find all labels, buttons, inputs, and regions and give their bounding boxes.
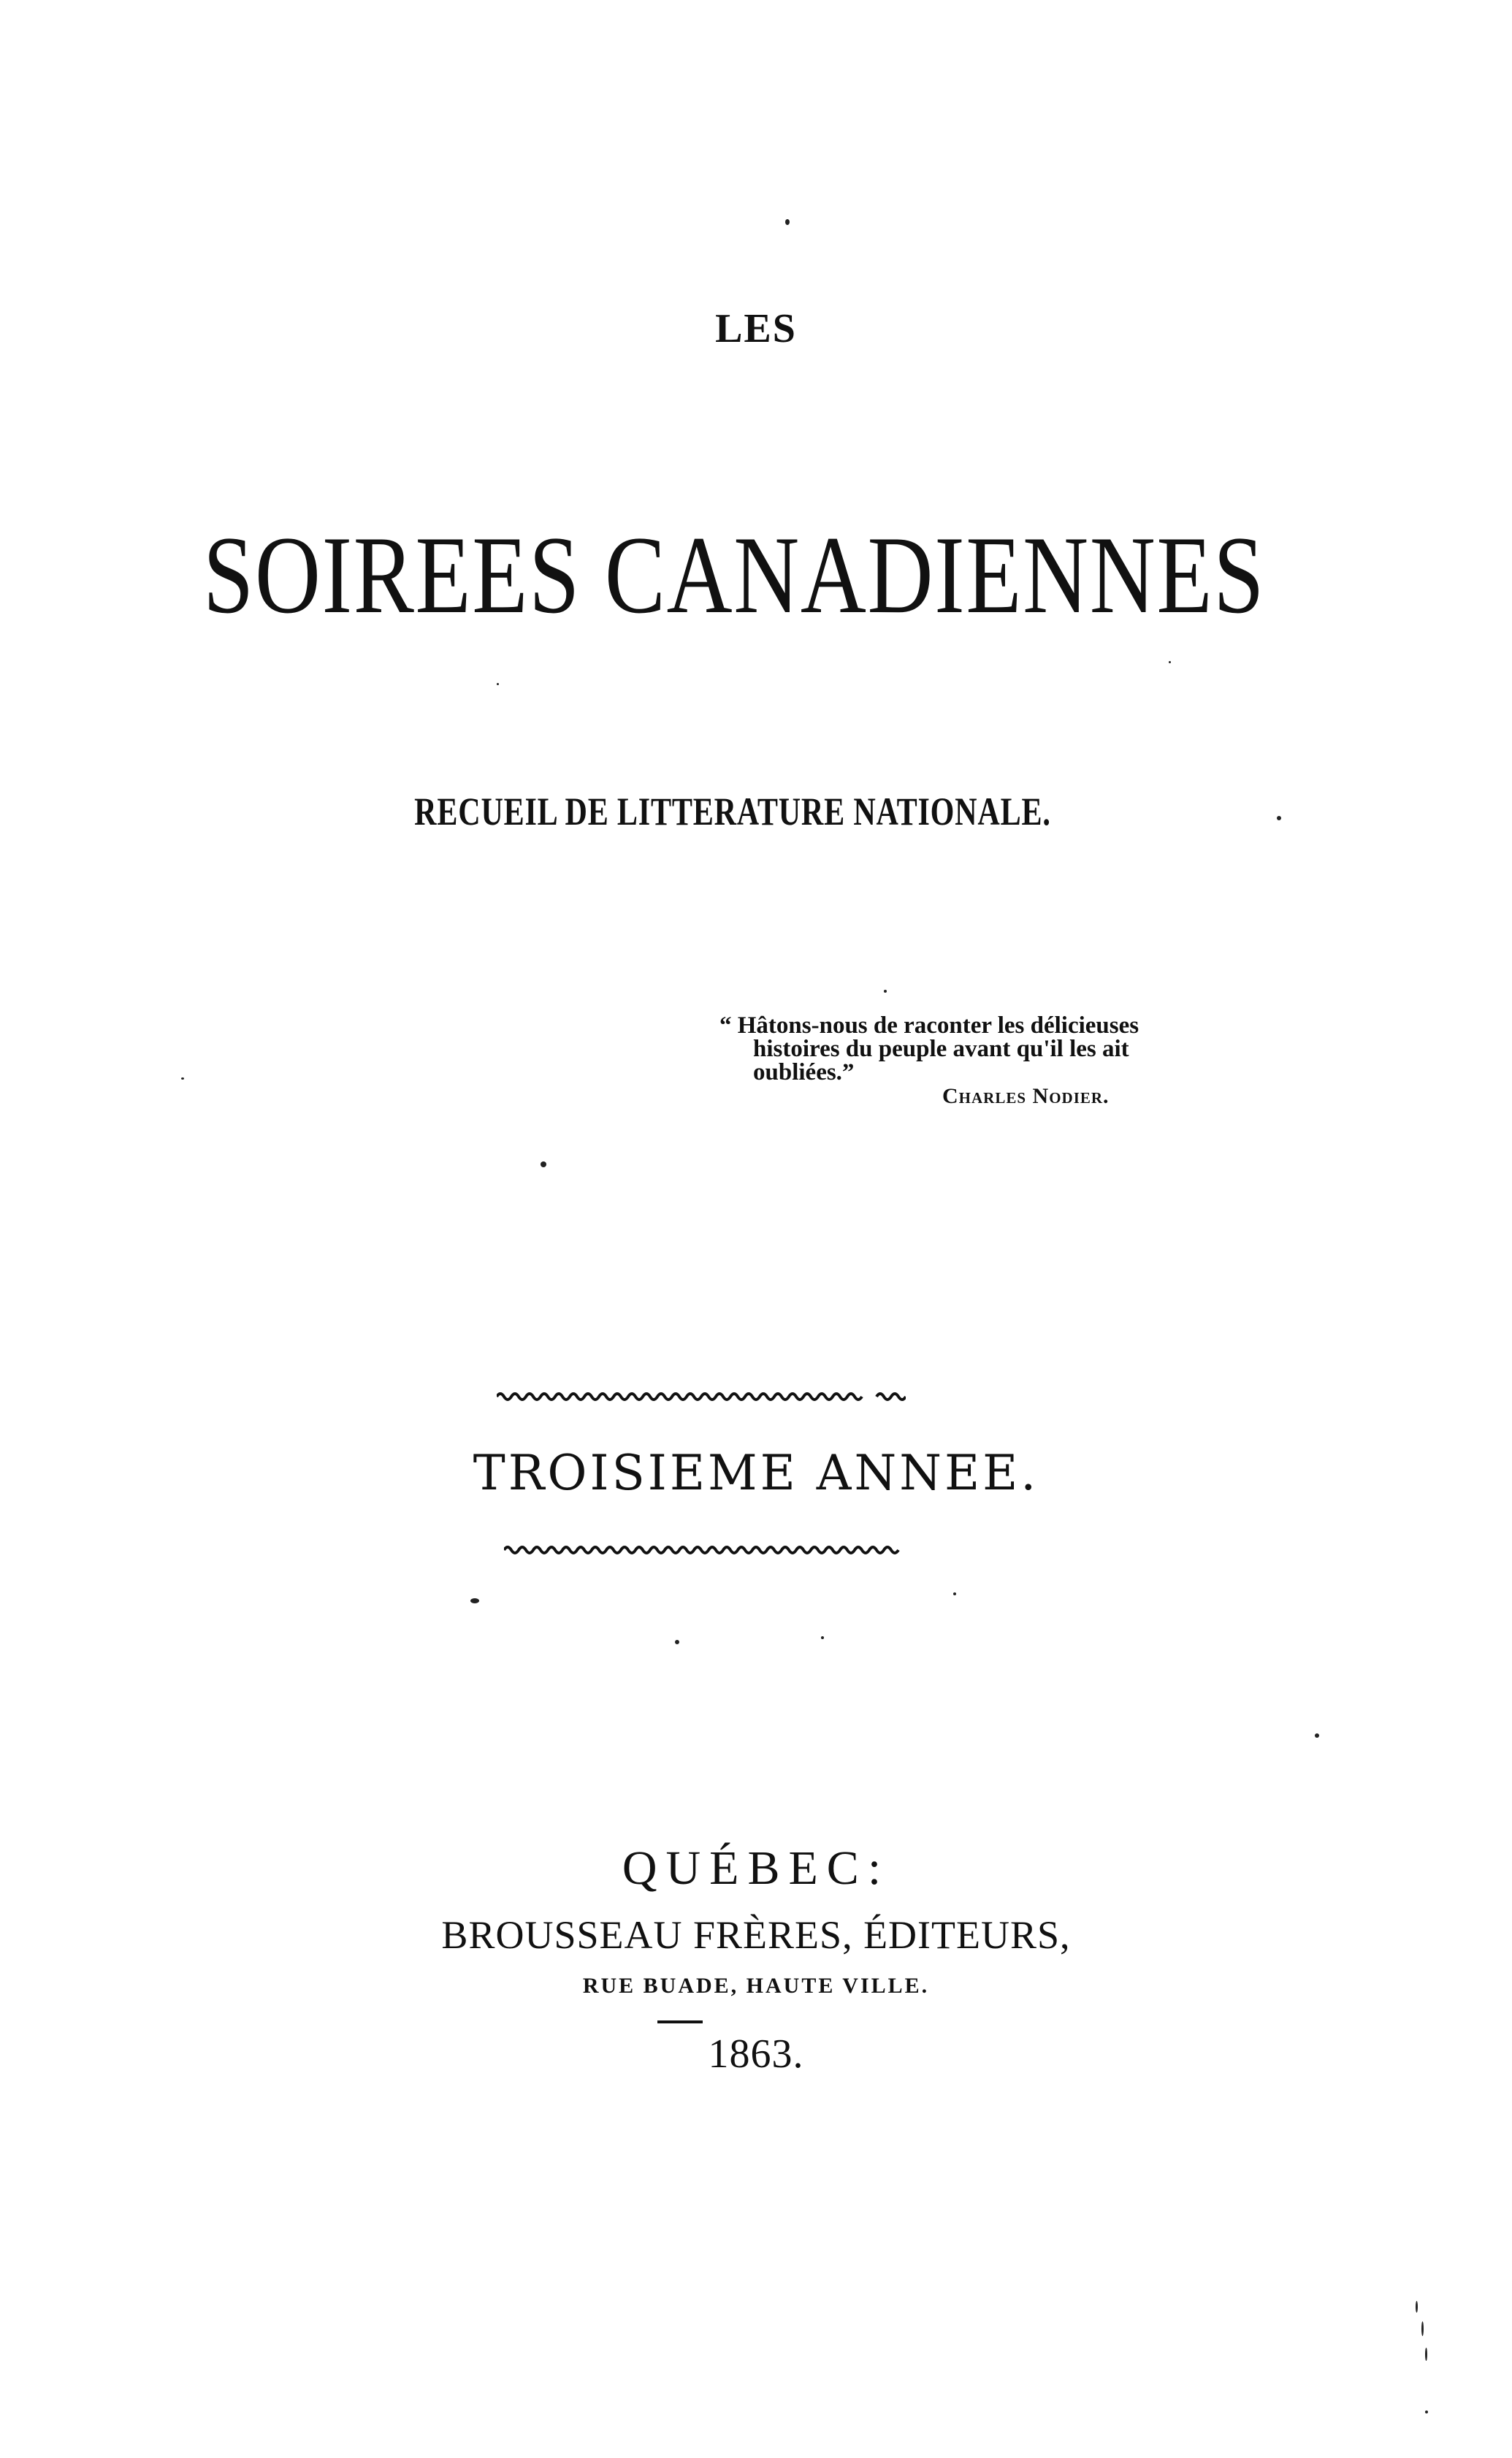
scan-speck [1315, 1733, 1319, 1738]
epigraph [719, 1014, 1202, 1084]
scan-speck [470, 1598, 479, 1603]
scan-speck [821, 1636, 824, 1639]
edition-title: TROISIEME ANNEE. [473, 1445, 1039, 1501]
scan-speck [181, 1077, 184, 1080]
scan-speck [497, 683, 499, 685]
scan-speck [884, 990, 887, 993]
ornamental-rule-bottom [504, 1541, 913, 1559]
epigraph-line-2: histoires du peuple avant qu'il les ait [753, 1036, 1129, 1062]
epigraph-attribution: Charles Nodier. [942, 1084, 1110, 1108]
epigraph-line-1: “ Hâtons-nous de raconter les délicieuses [719, 1012, 1139, 1039]
subtitle: RECUEIL DE LITTERATURE NATIONALE. [414, 790, 1051, 833]
scan-speck [785, 219, 790, 225]
scan-speck [1425, 2411, 1428, 2413]
scan-speck [1169, 661, 1171, 663]
short-rule [657, 2020, 703, 2023]
scan-speck [953, 1592, 956, 1595]
title-article: LES [715, 306, 797, 351]
ornamental-rule-top [497, 1388, 906, 1405]
scan-speck [1416, 2301, 1418, 2313]
imprint-city: QUÉBEC: [622, 1841, 890, 1895]
imprint-year: 1863. [708, 2031, 804, 2077]
imprint-publisher: BROUSSEAU FRÈRES, ÉDITEURS, [441, 1913, 1071, 1957]
scan-speck [1421, 2321, 1424, 2336]
epigraph-line-3: oubliées.” [753, 1059, 855, 1085]
scan-speck [1277, 816, 1281, 820]
scan-speck [541, 1161, 546, 1167]
scan-speck [1425, 2348, 1427, 2361]
main-title: SOIREES CANADIENNES [203, 514, 1266, 636]
scan-speck [675, 1640, 679, 1644]
imprint-address: RUE BUADE, HAUTE VILLE. [582, 1974, 930, 1998]
